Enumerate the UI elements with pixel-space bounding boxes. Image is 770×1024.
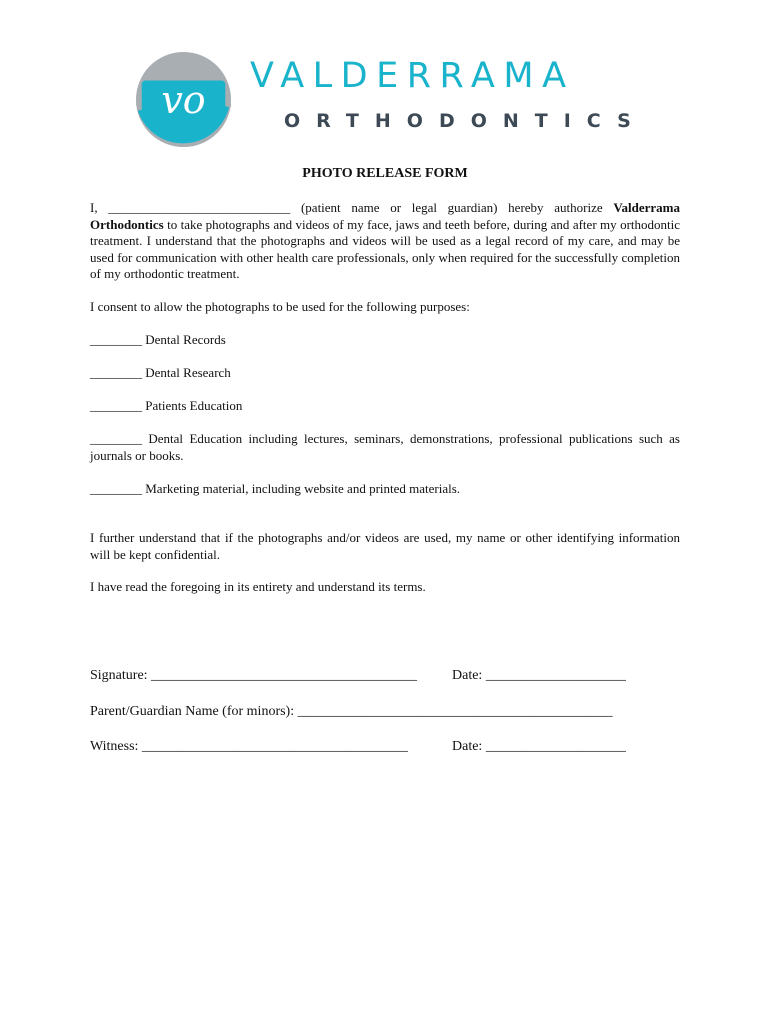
purpose-dental-education: ________ Dental Education including lectures, seminars, demonstrations, professional publications such as journals or books. <box>90 431 680 463</box>
witness-date-line: Date: ____________________ <box>452 739 626 754</box>
consent-statement: I consent to allow the photographs to be used for the following purposes: <box>90 299 470 314</box>
signature-line: Signature: ______________________________________ <box>90 668 418 683</box>
vo-monogram-logo-icon <box>136 52 231 147</box>
purpose-marketing-material: ________ Marketing material, including website and printed materials. <box>90 481 461 496</box>
witness-line: Witness: ______________________________________ <box>90 739 408 754</box>
form-title: PHOTO RELEASE FORM <box>302 166 468 181</box>
confidentiality-statement: I further understand that if the photographs and/or videos are used, my name or other identifying information will be kept confidential. <box>90 530 680 562</box>
purpose-dental-records: ________ Dental Records <box>90 332 226 347</box>
authorization-paragraph <box>90 200 680 283</box>
authorization-prefix: I, ____________________________ (patient name or legal guardian) hereby authorize <box>90 200 614 215</box>
company-name: Valderrama Orthodontics <box>90 200 680 232</box>
authorization-body: to take photographs and videos of my face, jaws and teeth before, during and after my orthodontic treatment. I understand that the photographs and videos will be used as a legal record of my care, and may be used for communication with other health care professionals, only when required for the successfully completion of my orthodontic treatment. <box>90 216 680 282</box>
logo-name: VALDERRAMA <box>250 56 575 96</box>
logo-monogram: vo <box>161 77 206 122</box>
logo-subtitle: ORTHODONTICS <box>284 110 647 132</box>
purpose-dental-research: ________ Dental Research <box>90 365 231 380</box>
guardian-name-line: Parent/Guardian Name (for minors): _____________________________________________ <box>90 704 613 719</box>
acknowledgement-statement: I have read the foregoing in its entirety and understand its terms. <box>90 579 426 594</box>
signature-date-line: Date: ____________________ <box>452 668 626 683</box>
practice-logo <box>136 52 647 152</box>
purpose-patients-education: ________ Patients Education <box>90 398 243 413</box>
